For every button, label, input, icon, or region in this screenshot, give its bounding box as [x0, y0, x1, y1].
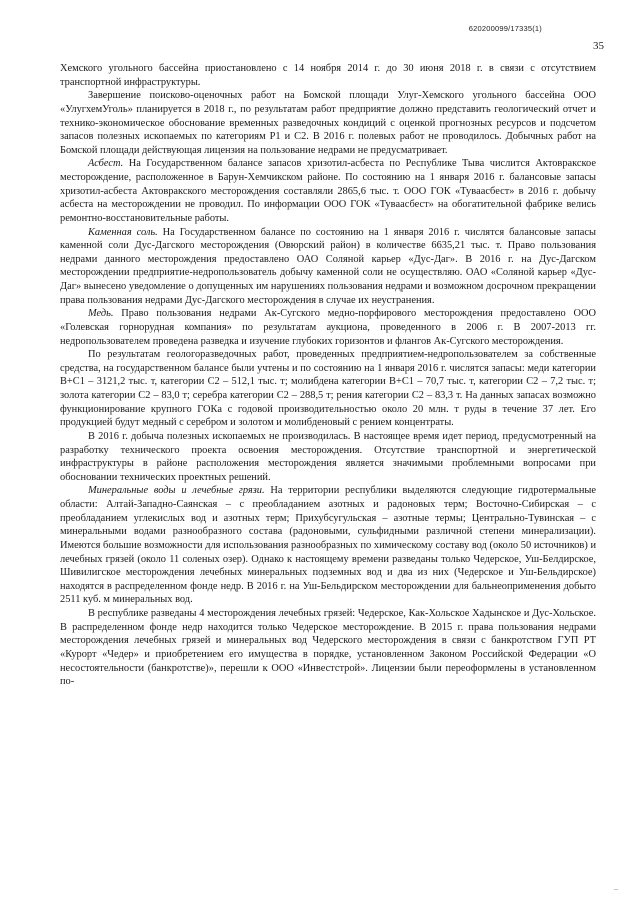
section-lead-asbestos: Асбест.	[88, 158, 124, 170]
document-id: 620200099/17335(1)	[468, 24, 542, 33]
section-lead-copper: Медь.	[88, 308, 114, 320]
page-number: 35	[593, 40, 604, 52]
paragraph-copper: Медь. Право пользования недрами Ак-Сугского медно-порфирового месторождения предоставлено ООО «Голевская горнорудная компания» по результатам аукциона, проведенного в 2006 г. В 2007-2013 гг. недропользователем проведена разведка и изучение глубоких горизонтов и флангов Ак-Сугского месторождения.	[60, 308, 596, 347]
footer-mark: –	[614, 884, 618, 893]
paragraph-1: Хемского угольного бассейна приостановлено с 14 ноября 2014 г. до 30 июня 2018 г. в связи с отсутствием транспортной инфраструктуры.	[60, 63, 596, 88]
paragraph-production: В 2016 г. добыча полезных ископаемых не производилась. В настоящее время идет период, предусмотренный на разработку технического проекта освоения месторождения. Отсутствие транспортной и энергетической инфраструктуры в районе расположения месторождения является значимыми проблемными вопросами при обосновании технических проектных решений.	[60, 430, 596, 483]
paragraph-mineral-waters: Минеральные воды и лечебные грязи. На территории республики выделяются следующие гидротермальные области: Алтай-Западно-Саянская – с преобладанием азотных и радоновых терм; Восточно-Сибирская – с преобладанием углекислых вод и азотных терм; Прихубсугульская – азотные термы; Центрально-Тувинская – с минеральными водами разнообразного состава (радоновыми, сульфидными различной степени минерализации). Имеются большие возможности для использования разнообразных по химическому составу вод (около 50 источников) и лечебных грязей (около 11 соленых озер). Однако к настоящему времени разведаны только Чедерское, Уш-Белдирское, Шивилигское месторождения лечебных минеральных подземных вод и два из них (Чедерское и Уш-Бельдирское) находятся в распределенном фонде недр. В 2016 г. на Уш-Бельдирском месторождении для бальнеоприменения добыто 2511 куб. м минеральных вод.	[60, 485, 596, 606]
section-lead-rock-salt: Каменная соль.	[88, 226, 158, 238]
paragraph-2: Завершение поисково-оценочных работ на Бомской площади Улуг-Хемского угольного бассейна ООО «УлугхемУголь» планируется в 2018 г., по результатам работ предприятие должно представить геологический отчет и технико-экономическое обоснование временных разведочных кондиций с оценкой прогнозных ресурсов и подсчетом запасов полезных ископаемых по категориям Р1 и С2. В 2016 г. полевых работ не проводилось. Добычных работ на Бомской площади действующая лицензия на пользование недрами не предусматривает.	[60, 90, 596, 156]
paragraph-rock-salt: Каменная соль. На Государственном балансе по состоянию на 1 января 2016 г. числятся балансовые запасы каменной соли Дус-Дагского месторождения (Овюрский район) в количестве 6635,21 тыс. т. Право пользования недрами данного месторождения предоставлено ОАО Соляной карьер «Дус-Даг». В 2016 г. на Дус-Дагском месторождении предприятие-недропользователь добычу каменной соли не осуществляю. ОАО «Соляной карьер «Дус-Даг» вынесено уведомление о допущенных им нарушениях пользования недрами и возможном досрочном прекращении права пользования недрами Дус-Дагского месторождения в случае их неустранения.	[60, 226, 596, 306]
section-lead-mineral-waters: Минеральные воды и лечебные грязи.	[88, 485, 265, 497]
paragraph-mud-deposits: В республике разведаны 4 месторождения лечебных грязей: Чедерское, Как-Хольское Хадынское и Дус-Хольское. В распределенном фонде недр находится только Чедерское месторождение. В 2015 г. права пользования недрами месторождения лечебных грязей и минеральных вод Чедерского месторождения в связи с банкротством ГУП РТ «Курорт «Чедер» и приобретением его имущества в порядке, установленном Законом Российской Федерации «О несостоятельности (банкротстве)», перешли к ООО «Инвестстрой». Лицензии были переоформлены в установленном по-	[60, 608, 596, 688]
page-body	[60, 62, 596, 689]
paragraph-reserves: По результатам геологоразведочных работ, проведенных предприятием-недропользователем за собственные средства, на государственном балансе были учтены и по состоянию на 1 января 2016 г. числятся запасы: меди категории В+С1 – 3121,2 тыс. т, категории С2 – 512,1 тыс. т; молибдена категории В+С1 – 70,7 тыс. т, категории С2 – 7,2 тыс. т; золота категории С2 – 83,0 т; серебра категории С2 – 288,5 т; рения категории С2 – 83,3 т. На данных запасах возможно функционирование крупного ГОКа с годовой производительностью около 20 млн. т руды в течение 37 лет. Его продукцией будут медный с серебром и золотом и молибденовый с рением концентраты.	[60, 349, 596, 429]
paragraph-asbestos: Асбест. На Государственном балансе запасов хризотил-асбеста по Республике Тыва числится Актовракское месторождение, расположенное в Барун-Хемчикском районе. По состоянию на 1 января 2016 г. балансовые запасы хризотил-асбеста Актовракского месторождения составляли 2865,6 тыс. т. ООО ГОК «Тувaасбест» в 2016 г. добычу асбеста на месторождении не проводил. По информации ООО ГОК «Тувaасбест» на обогатительной фабрике велись ремонтно-восстановительные работы.	[60, 158, 596, 224]
